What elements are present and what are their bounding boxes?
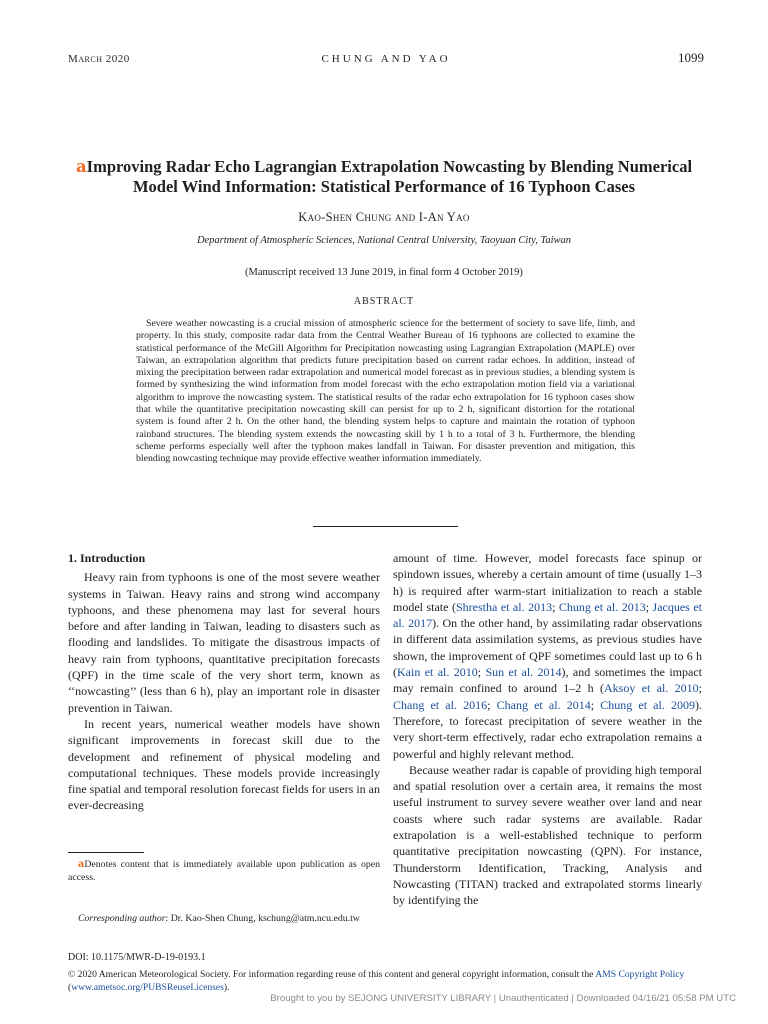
reuse-licenses-link[interactable]: www.ametsoc.org/PUBSReuseLicenses xyxy=(71,981,224,993)
separator: ; xyxy=(552,599,559,614)
corresponding-author-label: Corresponding author xyxy=(78,913,166,924)
footnote-rule xyxy=(68,852,144,853)
abstract-heading: ABSTRACT xyxy=(353,296,415,307)
footnote-text: Denotes content that is immediately available upon publication as open access. xyxy=(68,859,380,883)
citation-link[interactable]: Chang et al. 2014 xyxy=(496,697,591,712)
left-column xyxy=(68,550,380,814)
citation-link[interactable]: Chung et al. 2013 xyxy=(558,599,646,614)
right-column xyxy=(393,550,702,909)
download-notice: Brought to you by SEJONG UNIVERSITY LIBRARY | Unauthenticated | Downloaded 04/16/21 05:58 PM UTC xyxy=(270,993,736,1004)
running-head-authors: CHUNG AND YAO xyxy=(321,53,451,65)
citation-link[interactable]: Sun et al. 2014 xyxy=(485,665,562,680)
open-access-footnote xyxy=(68,858,380,884)
paragraph: Because weather radar is capable of providing high temporal and spatial resolution over a certain area, it remains the most useful instrument to survey severe weather over land and near coasts where such radar systems are available. Radar extrapolation is a well-established technique to perform quantitative precipitation nowcasting (QPN). For instance, Thunderstorm Identification, Tracking, Analysis and Nowcasting (TITAN) tracked and extrapolated storms linearly by identifying the xyxy=(393,762,702,908)
copyright-text: ( xyxy=(68,981,72,993)
page-number: 1099 xyxy=(678,50,704,65)
text-run: ). On the other hand, by assimilating radar observations in different data assimilation systems, as previous studies have shown, the improvement of QPF sometimes could last up to 6 h ( xyxy=(393,616,702,680)
separator: ; xyxy=(487,697,497,712)
copyright-text: ). xyxy=(223,981,230,993)
article-title xyxy=(72,157,696,197)
text-run: ), and sometimes the impact may remain confined to around 1–2 h ( xyxy=(393,665,702,696)
article-title-text: Improving Radar Echo Lagrangian Extrapolation Nowcasting by Blending Numerical Model Wind Information: Statistical Performance of 16 Typhoon Cases xyxy=(86,157,693,196)
text-run: ). Therefore, to forecast precipitation of severe weather in the very short-term effectively, radar echo extrapolation remains a powerful and highly relevant method. xyxy=(393,697,702,761)
affiliation: Department of Atmospheric Sciences, National Central University, Taoyuan City, Taiwan xyxy=(196,235,572,246)
separator: ; xyxy=(477,665,486,680)
doi[interactable]: DOI: 10.1175/MWR-D-19-0193.1 xyxy=(68,952,206,963)
corresponding-author-text: : Dr. Kao-Shen Chung, kschung@atm.ncu.edu.tw xyxy=(165,913,360,924)
open-access-icon: 𝐚 xyxy=(75,157,87,176)
citation-link[interactable]: Shrestha et al. 2013 xyxy=(455,599,553,614)
citation-link[interactable]: Kain et al. 2010 xyxy=(397,665,478,680)
citation-link[interactable]: Chung et al. 2009 xyxy=(600,697,695,712)
journal-date: March 2020 xyxy=(68,53,130,65)
citation-link[interactable]: Jacques et al. 2017 xyxy=(393,599,702,631)
abstract-text: Severe weather nowcasting is a crucial mission of atmospheric science for the betterment of society to save life, limb, and property. In this study, composite radar data from the Central Weather Bureau of 16 typhoons are collected to examine the statistical performance of the McGill Algorithm for Precipitation nowcasting using Lagrangian Extrapolation (MAPLE) over Taiwan, an extrapolation algorithm that predicts future precipitation based on current radar echoes. In addition, instead of mixing the precipitation between radar extrapolation and numerical model forecast as in previous studies, a blending system is formed by synthesizing the wind information from model forecast with the echo extrapolation motion field via a variational algorithm to improve the nowcasting system. The statistical results of the radar echo extrapolation for 16 typhoon cases show that while the quantitative precipitation nowcasting skill can persist for up to 2 h, significant distortion for the rotational system is found after 2 h. On the other hand, the blending system helps to capture and maintain the rotation of typhoon rainband structures. The blending system extends the nowcasting skill by 1 h to a total of 3 h. Furthermore, the blending scheme performs especially well after the typhoon makes landfall in Taiwan. For disaster prevention and mitigation, this blending nowcasting technique may provide effective weather information immediately. xyxy=(136,318,635,465)
paragraph: Heavy rain from typhoons is one of the most severe weather systems in Taiwan. Heavy rains and strong wind accompany typhoons, and these phenomena may last for several hours before and after landing in Taiwan, leading to disasters such as flooding and landslides. To mitigate the disastrous impacts of heavy rain from typhoons, quantitative precipitation forecasts (QPF) in the time scale of the very short term, known as ‘‘nowcasting’’ (less than 6 h), play an important role in disaster prevention in Taiwan. xyxy=(68,570,380,715)
section-heading: 1. Introduction xyxy=(68,551,146,565)
author-list: Kao-Shen Chung and I-An Yao xyxy=(298,210,470,224)
corresponding-author-footnote xyxy=(68,912,380,925)
running-head xyxy=(68,52,704,68)
section-divider xyxy=(313,526,458,527)
separator: ; xyxy=(645,599,653,614)
open-access-icon: 𝐚 xyxy=(78,859,85,870)
manuscript-dates: (Manuscript received 13 June 2019, in final form 4 October 2019) xyxy=(245,267,523,278)
paragraph xyxy=(393,550,702,762)
citation-link[interactable]: Chang et al. 2016 xyxy=(393,697,488,712)
separator: ; xyxy=(590,697,601,712)
copyright-policy-link[interactable]: AMS Copyright Policy xyxy=(595,969,685,980)
copyright-notice xyxy=(68,969,704,994)
paragraph: In recent years, numerical weather models have shown significant improvements in forecast skill due to the development and refinement of physical modeling and computational techniques. These models provide increasingly fine spatial and temporal resolution forecast fields for users in an ever-decreasing xyxy=(68,716,380,813)
text-run: amount of time. However, model forecasts face spinup or spindown issues, whereby a certain amount of time (usually 1–3 h) is required after warm-start initialization to reach a stable model state ( xyxy=(393,551,702,614)
separator: ; xyxy=(698,681,702,696)
copyright-text: © 2020 American Meteorological Society. For information regarding reuse of this content and general copyright information, consult the xyxy=(68,969,596,980)
citation-link[interactable]: Aksoy et al. 2010 xyxy=(603,681,699,696)
